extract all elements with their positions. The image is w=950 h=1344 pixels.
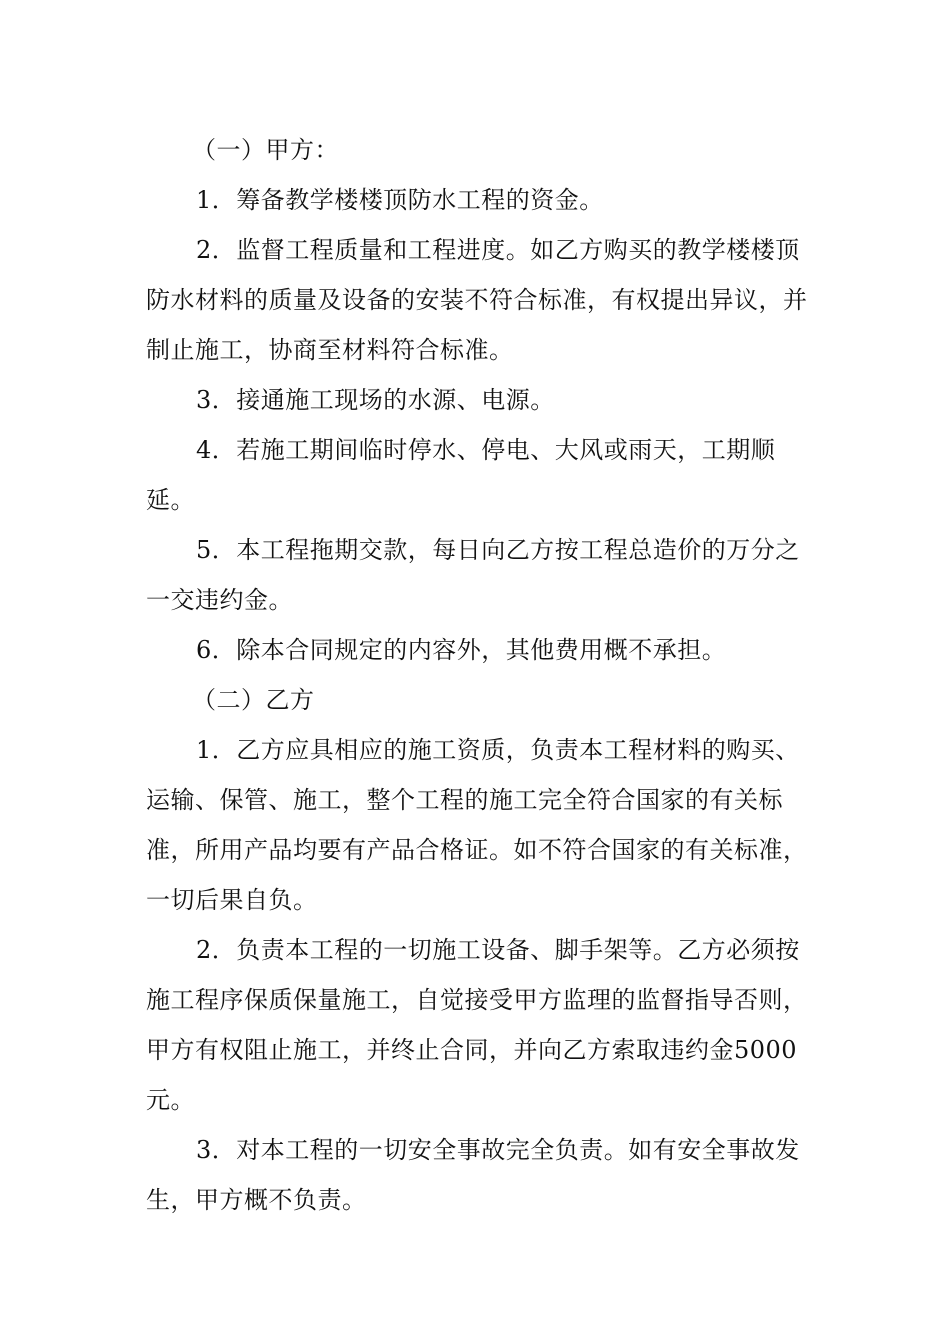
party-a-clause-6: 6．除本合同规定的内容外，其他费用概不承担。 <box>196 636 727 664</box>
party-a-clause-4: 4．若施工期间临时停水、停电、大风或雨天，工期顺延。 <box>146 436 776 514</box>
party-a-clause-2: 2．监督工程质量和工程进度。如乙方购买的教学楼楼顶防水材料的质量及设备的安装不符合标准，有权提出异议，并制止施工，协商至材料符合标准。 <box>146 236 808 364</box>
party-b-clause-2: 2．负责本工程的一切施工设备、脚手架等。乙方必须按施工程序保质保量施工，自觉接受甲方监理的监督指导否则，甲方有权阻止施工，并终止合同，并向乙方索取违约金5000元。 <box>146 936 808 1114</box>
party-a-clause-3: 3．接通施工现场的水源、电源。 <box>196 386 555 414</box>
party-a-clause-5: 5．本工程拖期交款，每日向乙方按工程总造价的万分之一交违约金。 <box>146 536 800 614</box>
section-heading-party-a: （一）甲方： <box>192 136 339 164</box>
party-b-clause-3: 3．对本工程的一切安全事故完全负责。如有安全事故发生，甲方概不负责。 <box>146 1136 800 1214</box>
document-body <box>146 125 810 1225</box>
party-a-clause-1: 1．筹备教学楼楼顶防水工程的资金。 <box>196 186 604 214</box>
party-b-clause-1: 1．乙方应具相应的施工资质，负责本工程材料的购买、运输、保管、施工，整个工程的施工完全符合国家的有关标准，所用产品均要有产品合格证。如不符合国家的有关标准，一切后果自负。 <box>146 736 808 914</box>
section-heading-party-b: （二）乙方 <box>192 686 315 714</box>
